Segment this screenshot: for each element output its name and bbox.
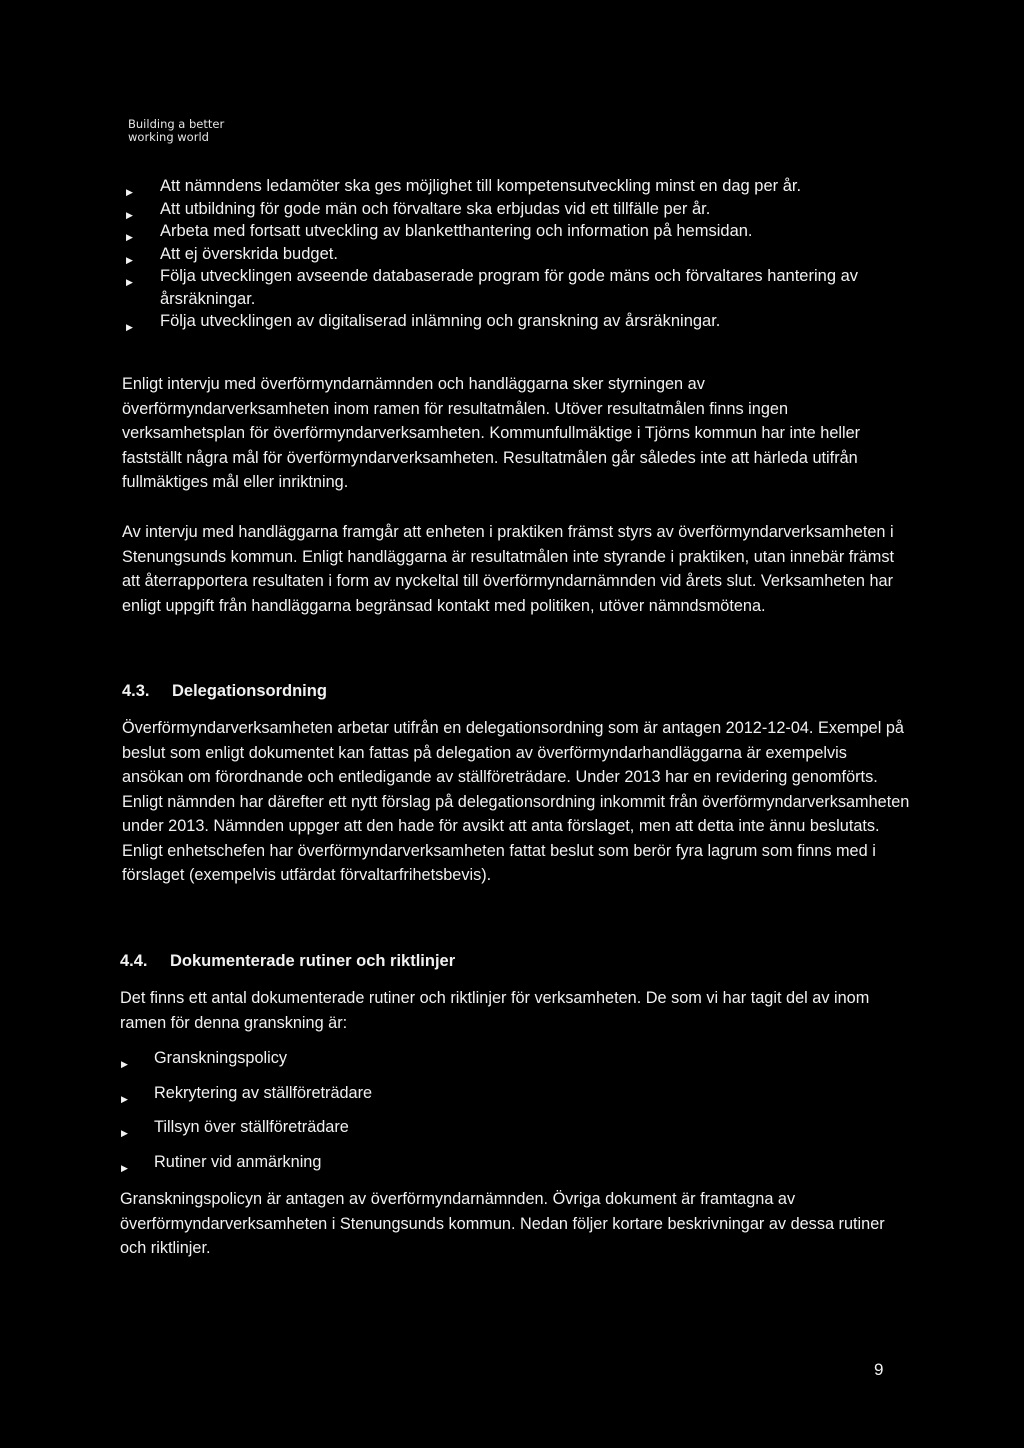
list-item-text: Att nämndens ledamöter ska ges möjlighet till kompetensutveckling minst en dag per år.	[160, 177, 802, 195]
triangle-right-icon: ▶	[126, 254, 133, 265]
tagline-line-1: Building a better	[128, 117, 225, 131]
triangle-right-icon: ▶	[126, 209, 133, 220]
list-item	[121, 1082, 821, 1104]
paragraph-steering: Enligt intervju med överförmyndarnämnden och handläggarna sker styrningen av överförmyndarverksamheten inom ramen för resultatmålen. Utöver resultatmålen finns ingen verksamhetsplan för överförmyndarverksamheten. Kommunfullmäktige i Tjörns kommun har inte heller fastställt några mål för överförmyndarverksamheten. Resultatmålen går således inte att härleda utifrån fullmäktiges mål eller inriktning.	[122, 375, 861, 491]
list-item	[126, 198, 926, 221]
brand-tagline	[128, 118, 224, 144]
triangle-right-icon: ▶	[126, 322, 133, 332]
section-title: Dokumenterade rutiner och riktlinjer	[170, 952, 456, 970]
triangle-right-icon: ▶	[126, 187, 133, 197]
list-item-text: Arbeta med fortsatt utveckling av blanketthantering och information på hemsidan.	[160, 222, 753, 240]
triangle-right-icon: ▶	[121, 1162, 128, 1173]
triangle-right-icon: ▶	[121, 1059, 128, 1069]
goals-bullet-list	[126, 175, 926, 333]
list-item-text: Rekrytering av ställföreträdare	[154, 1083, 373, 1102]
triangle-right-icon: ▶	[121, 1093, 128, 1104]
routines-bullet-list	[121, 1047, 821, 1185]
triangle-right-icon: ▶	[126, 277, 133, 287]
list-item	[126, 243, 926, 266]
list-item-text: Tillsyn över ställföreträdare	[154, 1118, 349, 1136]
list-item-text: Rutiner vid anmärkning	[154, 1152, 322, 1171]
triangle-right-icon: ▶	[126, 232, 133, 242]
section-title: Delegationsordning	[172, 682, 327, 700]
triangle-right-icon: ▶	[121, 1128, 128, 1138]
tagline-line-2: working world	[128, 130, 209, 144]
list-item	[121, 1151, 821, 1173]
paragraph-delegation: Överförmyndarverksamheten arbetar utifrån en delegationsordning som är antagen 2012-12-04. Exempel på beslut som enligt dokumentet kan fattas på delegation av överförmyndarhandläggarna är exempelvis ansökan om förordnande och entledigande av ställföreträdare. Under 2013 har en revidering genomförts. Enligt nämnden har därefter ett nytt förslag på delegationsordning inkommit från överförmyndarverksamheten under 2013. Nämnden uppger att den hade för avsikt att anta förslaget, men att detta inte ännu beslutats. Enligt enhetschefen har överförmyndarverksamheten fattat beslut som berör fyra lagrum som finns med i förslaget (exempelvis utfärdat förvaltarfrihetsbevis).	[122, 719, 910, 884]
list-item-text: Att utbildning för gode män och förvaltare ska erbjudas vid ett tillfälle per år.	[160, 199, 711, 218]
list-item	[121, 1047, 821, 1069]
paragraph-interview: Av intervju med handläggarna framgår att enheten i praktiken främst styrs av överförmyndarverksamheten i Stenungsunds kommun. Enligt handläggarna är resultatmålen inte styrande i praktiken, utan innebär främst att återrapportera resultaten i form av nyckeltal till överförmyndarnämnden vid årets slut. Verksamheten har enligt uppgift från handläggarna begränsad kontakt med politiken, utöver nämndsmötena.	[122, 523, 894, 615]
list-item	[126, 220, 926, 243]
paragraph-routines-intro: Det finns ett antal dokumenterade rutiner och riktlinjer för verksamheten. De som vi har tagit del av inom ramen för denna granskning är:	[120, 989, 870, 1032]
section-number: 4.3.	[122, 682, 150, 700]
list-item-text: Följa utvecklingen avseende databaserade program för gode mäns och förvaltares hantering av årsräkningar.	[160, 267, 859, 308]
list-item-text: Granskningspolicy	[154, 1049, 288, 1067]
list-item	[126, 265, 926, 310]
list-item-text: Följa utvecklingen av digitaliserad inlämning och granskning av årsräkningar.	[160, 312, 721, 330]
paragraph-policy: Granskningspolicyn är antagen av överförmyndarnämnden. Övriga dokument är framtagna av överförmyndarverksamheten i Stenungsunds kommun. Nedan följer kortare beskrivningar av dessa rutiner och riktlinjer.	[120, 1190, 885, 1257]
section-heading-delegation	[122, 680, 327, 702]
section-heading-routines	[120, 950, 455, 972]
section-number: 4.4.	[120, 952, 148, 970]
list-item	[121, 1116, 821, 1138]
page-number: 9	[874, 1360, 884, 1379]
list-item	[126, 310, 926, 333]
list-item	[126, 175, 926, 198]
list-item-text: Att ej överskrida budget.	[160, 244, 338, 263]
